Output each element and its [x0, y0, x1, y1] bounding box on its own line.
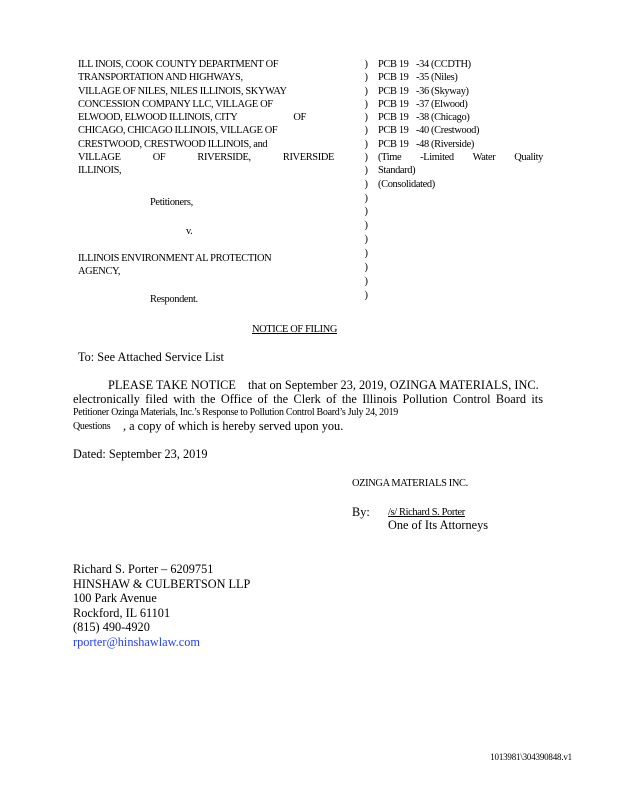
caption-line: CHICAGO, CHICAGO ILLINOIS, VILLAGE OF [78, 125, 278, 137]
case-number-row [378, 124, 543, 137]
case-number: -35 (Niles) [416, 72, 458, 84]
caption-line: CONCESSION COMPANY LLC, VILLAGE OF [78, 98, 273, 110]
notice-title [252, 323, 367, 336]
case-number-row [378, 138, 543, 151]
caption-word: (Time [378, 152, 402, 164]
caption-word: -Limited [420, 152, 454, 164]
dated-line: Dated: September 23, 2019 [73, 447, 208, 461]
case-number-row [378, 71, 543, 84]
versus-label: v. [186, 226, 193, 237]
consolidated-line: (Consolidated) [378, 178, 435, 190]
case-number: -38 (Chicago) [416, 112, 470, 124]
pcb-label: PCB 19 [378, 59, 409, 70]
caption-line: TRANSPORTATION AND HIGHWAYS, [78, 72, 243, 84]
address-line-2: Rockford, IL 61101 [73, 605, 171, 620]
case-number-row [378, 58, 543, 71]
caption-paren: ) [364, 289, 368, 301]
case-number-row [378, 98, 543, 111]
signature-name: /s/ Richard S. Porter [388, 507, 465, 518]
caption-paren: ) [364, 275, 368, 287]
signature-role: One of Its Attorneys [388, 518, 489, 532]
case-number: -37 (Elwood) [416, 98, 468, 110]
law-firm: HINSHAW & CULBERTSON LLP [73, 576, 251, 591]
case-number: -40 (Crestwood) [416, 125, 480, 137]
caption-line: ELWOOD, ELWOOD ILLINOIS, CITY [78, 112, 238, 124]
caption-paren: ) [364, 206, 368, 218]
address-line-1: 100 Park Avenue [73, 591, 157, 606]
phone-number: (815) 490-4920 [73, 620, 150, 635]
caption-paren: ) [364, 262, 368, 274]
caption-paren: ) [364, 85, 368, 97]
caption-line: CRESTWOOD, CRESTWOOD ILLINOIS, and [78, 138, 268, 150]
case-number: -34 (CCDTH) [416, 59, 471, 70]
caption-paren: ) [364, 165, 368, 177]
caption-paren: ) [364, 152, 368, 164]
caption-paren: ) [364, 112, 368, 124]
caption-word: RIVERSIDE, [197, 152, 251, 164]
pcb-label: PCB 19 [378, 98, 409, 110]
caption-paren: ) [364, 192, 368, 204]
caption-of-word: OF [293, 112, 306, 124]
notice-line-2: electronically filed with the Office of the Clerk of the Illinois Pollution Control Board its [73, 392, 543, 406]
notice-line-4: , a copy of which is hereby served upon you. [123, 419, 344, 433]
caption-paren: ) [364, 234, 368, 246]
case-number: -36 (Skyway) [416, 85, 469, 97]
case-number-row [378, 85, 543, 98]
caption-word: RIVERSIDE [282, 152, 334, 164]
attorney-contact [73, 562, 250, 650]
pcb-label: PCB 19 [378, 125, 409, 137]
filed-document-title: Petitioner Ozinga Materials, Inc.’s Response to Pollution Control Board’s July 24, 2019 [73, 407, 398, 418]
caption-word: VILLAGE [78, 152, 121, 164]
notice-title-text: NOTICE OF FILING [252, 324, 338, 335]
case-numbers [378, 58, 543, 191]
pcb-label: PCB 19 [378, 138, 409, 150]
caption-paren: ) [364, 98, 368, 110]
pcb-label: PCB 19 [378, 72, 409, 84]
respondent-line: ILLINOIS ENVIRONMENT AL PROTECTION [78, 253, 272, 264]
time-limited-line [378, 151, 543, 164]
signature-company: OZINGA MATERIALS INC. [352, 478, 468, 489]
caption-paren: ) [364, 72, 368, 84]
caption-line-elwood [78, 111, 334, 124]
caption-line: VILLAGE OF NILES, NILES ILLINOIS, SKYWAY [78, 85, 287, 97]
standard-line: Standard) [378, 165, 416, 177]
notice-line-1: that on September 23, 2019, OZINGA MATERIALS, INC. [248, 378, 539, 392]
respondent-line: AGENCY, [78, 266, 121, 278]
caption-parentheses [363, 58, 369, 303]
respondent-label: Respondent. [150, 294, 198, 305]
signature-by-label: By: [352, 505, 370, 519]
attorney-name: Richard S. Porter – 6209751 [73, 562, 214, 576]
caption-parties [78, 58, 334, 178]
respondent-name [78, 252, 271, 279]
caption-paren: ) [364, 138, 368, 150]
caption-line: ILLINOIS, [78, 165, 122, 177]
caption-line: ILL INOIS, COOK COUNTY DEPARTMENT OF [78, 59, 279, 70]
caption-paren: ) [364, 125, 368, 137]
caption-word: Water [472, 152, 496, 164]
service-list-line: To: See Attached Service List [78, 350, 224, 364]
pcb-label: PCB 19 [378, 112, 409, 124]
caption-paren: ) [364, 220, 368, 232]
petitioners-label: Petitioners, [150, 197, 193, 208]
case-number: -48 (Riverside) [416, 138, 474, 150]
caption-paren: ) [364, 248, 368, 260]
caption-paren: ) [364, 178, 368, 190]
email-link[interactable]: rporter@hinshawlaw.com [73, 634, 200, 649]
document-id: 1013981\304390848.v1 [490, 752, 572, 762]
caption-paren: ) [364, 59, 368, 70]
caption-word: OF [152, 152, 166, 164]
caption-line-village [78, 151, 334, 164]
caption-word: Quality [514, 152, 543, 164]
notice-lead: PLEASE TAKE NOTICE [108, 378, 236, 392]
case-number-row [378, 111, 543, 124]
pcb-label: PCB 19 [378, 85, 409, 97]
filed-document-title-end: Questions [73, 421, 111, 432]
